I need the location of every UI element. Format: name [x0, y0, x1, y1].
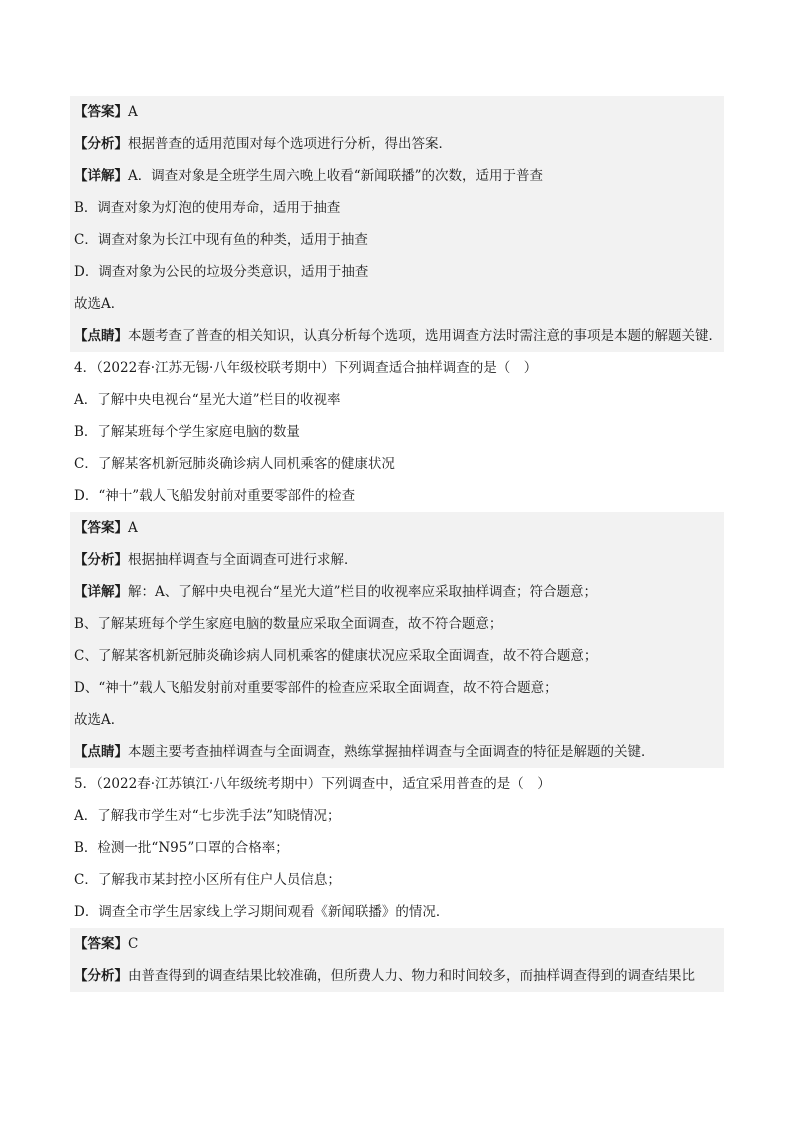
document-page — [70, 96, 724, 992]
question-stem: 5．（2022春·江苏镇江·八年级统考期中）下列调查中，适宜采用普查的是（ ） — [74, 776, 551, 792]
analysis-tag: 【分析】 — [74, 552, 128, 568]
comment-line — [70, 736, 724, 768]
detail-text: 解：A、了解中央电视台“星光大道”栏目的收视率应采取抽样调查；符合题意； — [128, 584, 598, 600]
question-4 — [70, 352, 724, 512]
detail-line — [70, 576, 724, 608]
detail-line: D．调查对象为公民的垃圾分类意识，适用于抽查 — [74, 264, 369, 280]
solution-block-2 — [70, 512, 724, 768]
comment-text: 本题主要考查抽样调查与全面调查，熟练掌握抽样调查与全面调查的特征是解题的关键． — [128, 744, 655, 760]
detail-tag: 【详解】 — [74, 168, 128, 184]
solution-block-1 — [70, 96, 724, 352]
option-d: D．调查全市学生居家线上学习期间观看《新闻联播》的情况． — [74, 904, 450, 920]
analysis-line — [70, 544, 724, 576]
analysis-tag: 【分析】 — [74, 136, 128, 152]
detail-line: B．调查对象为灯泡的使用寿命，适用于抽查 — [74, 200, 341, 216]
answer-value: A — [128, 104, 138, 120]
answer-line — [70, 928, 724, 960]
question-stem: 4．（2022春·江苏无锡·八年级校联考期中）下列调查适合抽样调查的是（ ） — [74, 360, 538, 376]
solution-block-3 — [70, 928, 724, 992]
detail-line: B、了解某班每个学生家庭电脑的数量应采取全面调查，故不符合题意； — [74, 616, 503, 632]
comment-tag: 【点睛】 — [74, 744, 128, 760]
option-c: C．了解某客机新冠肺炎确诊病人同机乘客的健康状况 — [74, 456, 395, 472]
answer-tag: 【答案】 — [74, 520, 128, 536]
analysis-line — [70, 960, 724, 992]
option-c: C．了解我市某封控小区所有住户人员信息； — [74, 872, 341, 888]
option-d: D．“神十”载人飞船发射前对重要零部件的检查 — [74, 488, 356, 504]
option-a: A．了解中央电视台“星光大道”栏目的收视率 — [74, 392, 341, 408]
answer-line — [70, 96, 724, 128]
comment-tag: 【点睛】 — [74, 328, 128, 344]
option-b: B．检测一批“N95”口罩的合格率； — [74, 840, 289, 856]
analysis-text: 根据抽样调查与全面调查可进行求解． — [128, 552, 358, 568]
comment-text: 本题考查了普查的相关知识，认真分析每个选项，选用调查方法时需注意的事项是本题的解题关键． — [128, 328, 722, 344]
answer-line — [70, 512, 724, 544]
analysis-tag: 【分析】 — [74, 968, 128, 984]
question-5 — [70, 768, 724, 928]
detail-line: C．调查对象为长江中现有鱼的种类，适用于抽查 — [74, 232, 368, 248]
detail-line — [70, 160, 724, 192]
option-b: B．了解某班每个学生家庭电脑的数量 — [74, 424, 300, 440]
comment-line — [70, 320, 724, 352]
detail-tag: 【详解】 — [74, 584, 128, 600]
answer-value: A — [128, 520, 138, 536]
answer-tag: 【答案】 — [74, 936, 128, 952]
analysis-text: 根据普查的适用范围对每个选项进行分析，得出答案． — [128, 136, 452, 152]
conclusion-line: 故选A． — [74, 712, 125, 728]
detail-text: A．调查对象是全班学生周六晚上收看“新闻联播”的次数，适用于普查 — [128, 168, 544, 184]
conclusion-line: 故选A． — [74, 296, 125, 312]
detail-line: D、“神十”载人飞船发射前对重要零部件的检查应采取全面调查，故不符合题意； — [74, 680, 558, 696]
answer-value: C — [128, 936, 139, 952]
analysis-text: 由普查得到的调查结果比较准确，但所费人力、物力和时间较多，而抽样调查得到的调查结果比 — [128, 968, 695, 984]
option-a: A．了解我市学生对“七步洗手法”知晓情况； — [74, 808, 341, 824]
answer-tag: 【答案】 — [74, 104, 128, 120]
analysis-line — [70, 128, 724, 160]
detail-line: C、了解某客机新冠肺炎确诊病人同机乘客的健康状况应采取全面调查，故不符合题意； — [74, 648, 598, 664]
